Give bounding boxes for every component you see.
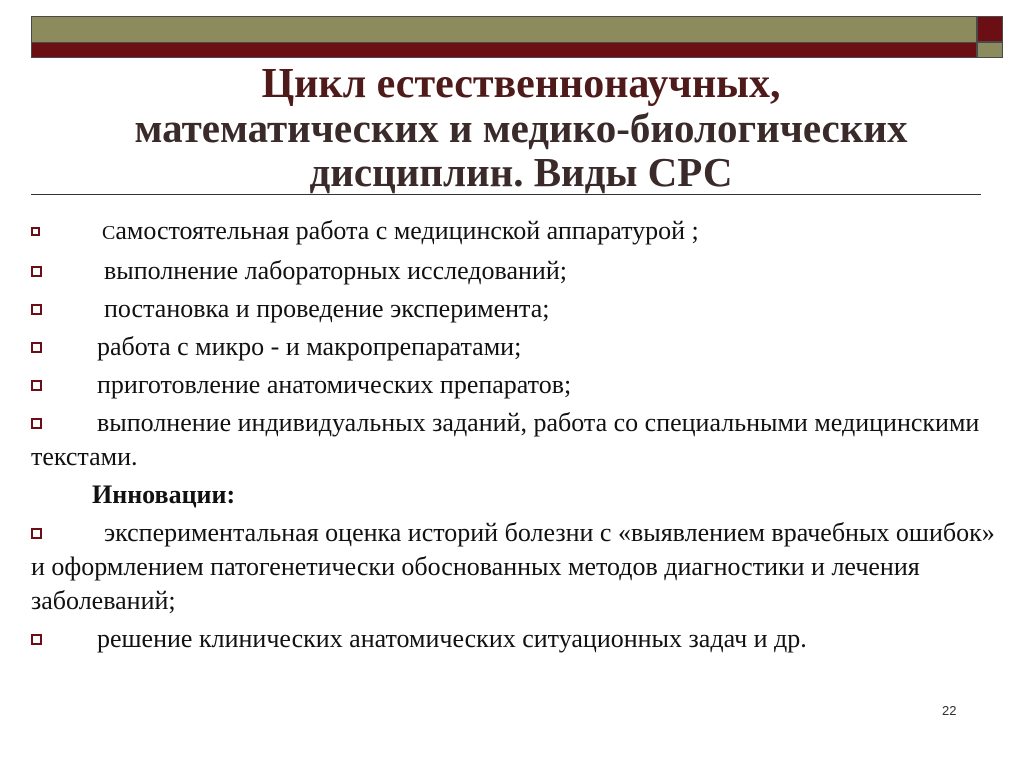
list-item xyxy=(31,292,1001,326)
title-line-1: Цикл естественнонаучных, xyxy=(261,61,781,107)
list-item xyxy=(31,406,1001,474)
title-line-3: дисциплин. Виды СРС xyxy=(309,149,733,195)
header-decoration-band xyxy=(31,16,977,58)
header-olive-stripe xyxy=(32,17,976,43)
list-item-text: амостоятельная работа с медицинской аппаратурой ; xyxy=(115,216,699,245)
header-maroon-stripe xyxy=(32,43,976,57)
hollow-square-bullet-icon xyxy=(31,266,42,277)
list-item xyxy=(31,516,1001,618)
title-divider xyxy=(31,194,981,195)
corner-decoration-square-top xyxy=(977,16,1003,42)
list-item xyxy=(31,254,1001,288)
innovations-heading: Инновации: xyxy=(92,480,236,509)
list-item-text: выполнение индивидуальных заданий, работа со специальными медицинскими текстами. xyxy=(31,408,980,471)
hollow-square-bullet-icon xyxy=(31,227,40,236)
list-item xyxy=(31,368,1001,402)
hollow-square-bullet-icon xyxy=(31,528,42,539)
list-item-text: экспериментальная оценка историй болезни с «выявлением врачебных ошибок» и оформлением патогенетически обоснованных методов диагностики и лечения заболеваний; xyxy=(31,518,995,615)
list-item-text: решение клинических анатомических ситуационных задач и др. xyxy=(97,624,807,653)
slide-title xyxy=(31,62,1011,194)
list-item-text: выполнение лабораторных исследований; xyxy=(104,256,567,285)
list-item-text: постановка и проведение эксперимента; xyxy=(104,294,550,323)
hollow-square-bullet-icon xyxy=(31,342,42,353)
hollow-square-bullet-icon xyxy=(31,304,42,315)
list-item xyxy=(31,214,1001,250)
bullet-list xyxy=(31,214,1001,656)
corner-decoration-square-bottom xyxy=(977,42,1003,58)
title-line-2: математических и медико-биологических xyxy=(134,105,908,151)
hollow-square-bullet-icon xyxy=(31,380,42,391)
list-item-first-letter: С xyxy=(102,222,116,244)
list-item xyxy=(31,330,1001,364)
hollow-square-bullet-icon xyxy=(31,418,42,429)
list-item-text: приготовление анатомических препаратов; xyxy=(97,370,572,399)
hollow-square-bullet-icon xyxy=(31,634,42,645)
list-item-text: работа с микро - и макропрепаратами; xyxy=(97,332,522,361)
page-number: 22 xyxy=(942,703,957,718)
list-item xyxy=(31,622,1001,656)
